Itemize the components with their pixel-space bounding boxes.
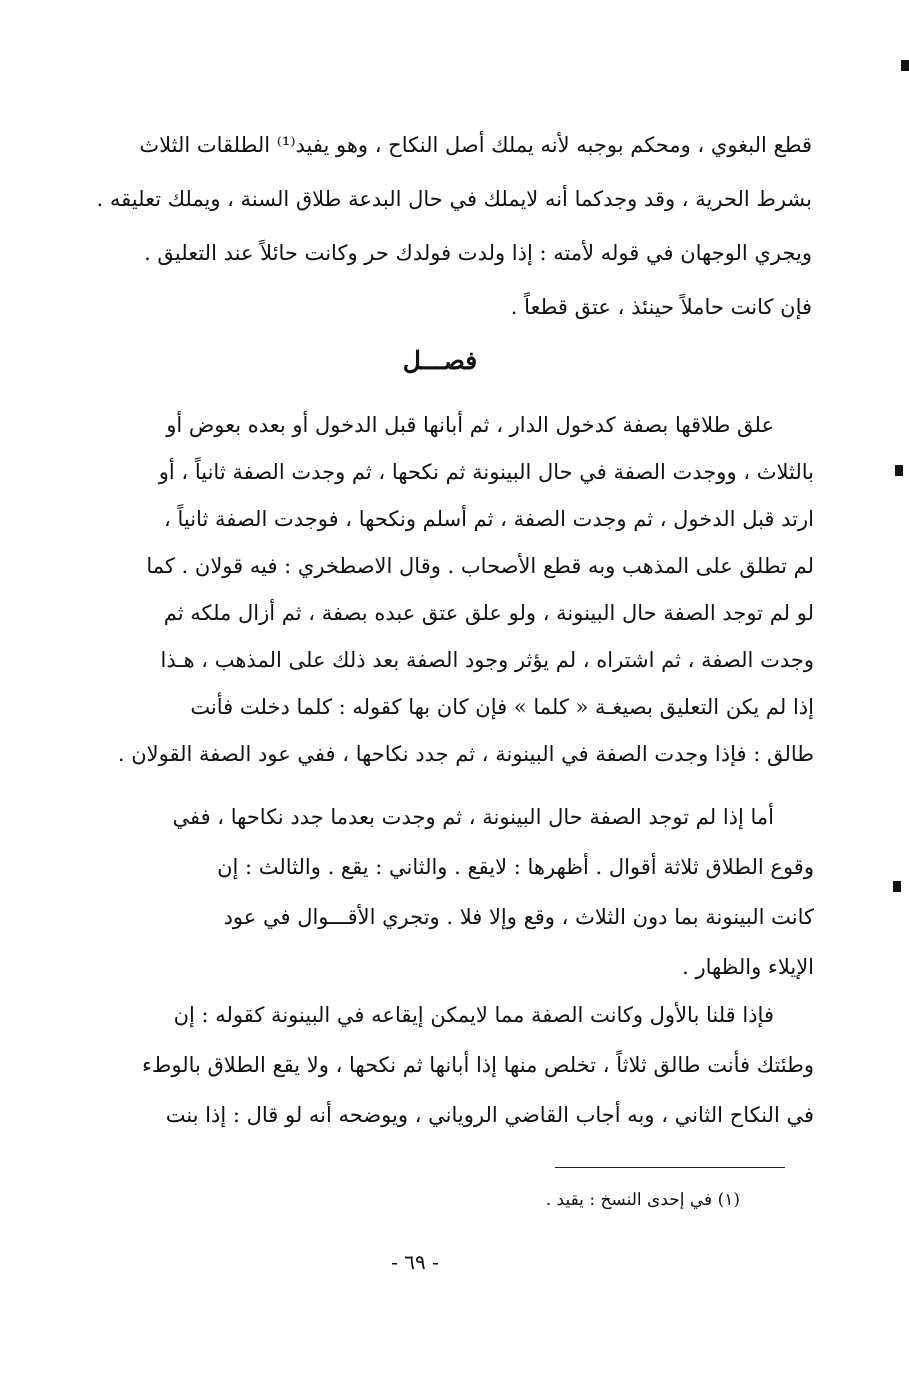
page-number: - ٦٩ - xyxy=(391,1250,439,1274)
text-line: بشرط الحرية ، وقد وجدكما أنه لايملك في حال البدعة طلاق السنة ، ويملك تعليقه . xyxy=(96,187,812,211)
scan-edge-mark xyxy=(893,881,901,892)
paragraph-2 xyxy=(78,402,814,778)
text-line: أما إذا لم توجد الصفة حال البينونة ، ثم وجدت بعدما جدد نكاحها ، ففي xyxy=(172,805,774,829)
text-line: فإن كانت حاملاً حينئذ ، عتق قطعاً . xyxy=(510,295,812,319)
text-line: لم تطلق على المذهب وبه قطع الأصحاب . وقال الاصطخري : فيه قولان . كما xyxy=(146,554,814,578)
paragraph-3 xyxy=(72,792,814,992)
text-line: وطئتك فأنت طالق ثلاثاً ، تخلص منها إذا أبانها ثم نكحها ، ولا يقع الطلاق بالوطء xyxy=(142,1053,814,1077)
text-line: وقوع الطلاق ثلاثة أقوال . أظهرها : لايقع . والثاني : يقع . والثالث : إن xyxy=(217,855,814,879)
text-line: وجدت الصفة ، ثم اشتراه ، لم يؤثر وجود الصفة بعد ذلك على المذهب ، هـذا xyxy=(160,648,814,672)
footnote-divider xyxy=(555,1167,785,1168)
text-line: في النكاح الثاني ، وبه أجاب القاضي الروياني ، ويوضحه أنه لو قال : إذا بنت xyxy=(165,1103,814,1127)
text-line: فإذا قلنا بالأول وكانت الصفة مما لايمكن إيقاعه في البينونة كقوله : إن xyxy=(173,1003,774,1027)
text-line: بالثلاث ، ووجدت الصفة في حال البينونة ثم نكحها ، ثم وجدت الصفة ثانياً ، أو xyxy=(158,460,814,484)
text-line: علق طلاقها بصفة كدخول الدار ، ثم أبانها قبل الدخول أو بعده بعوض أو xyxy=(166,413,774,437)
scan-edge-mark xyxy=(901,60,909,71)
text-line: ويجري الوجهان في قوله لأمته : إذا ولدت فولدك حر وكانت حائلاً عند التعليق . xyxy=(144,241,812,265)
paragraph-1 xyxy=(92,118,812,334)
text-line: إذا لم يكن التعليق بصيغـة « كلما » فإن كان بها كقوله : كلما دخلت فأنت xyxy=(190,695,814,719)
text-line: الإيلاء والظهار . xyxy=(682,955,814,979)
text-line: لو لم توجد الصفة حال البينونة ، ولو علق عتق عبده بصفة ، ثم أزال ملكه ثم xyxy=(163,601,814,625)
section-heading: فصـــل xyxy=(402,346,478,375)
text-line: كانت البينونة بما دون الثلاث ، وقع وإلا فلا . وتجري الأقـــوال في عود xyxy=(223,905,814,929)
text-line: قطع البغوي ، ومحكم بوجبه لأنه يملك أصل النكاح ، وهو يفيد⁽¹⁾ الطلقات الثلاث xyxy=(139,133,812,157)
scan-edge-mark xyxy=(895,465,903,476)
footnote: (١) في إحدى النسخ : يقيد . xyxy=(545,1190,740,1210)
text-line: ارتد قبل الدخول ، ثم وجدت الصفة ، ثم أسلم ونكحها ، فوجدت الصفة ثانياً ، xyxy=(164,507,814,531)
text-line: طالق : فإذا وجدت الصفة في البينونة ، ثم جدد نكاحها ، ففي عود الصفة القولان . xyxy=(117,742,814,766)
paragraph-4 xyxy=(68,990,814,1140)
